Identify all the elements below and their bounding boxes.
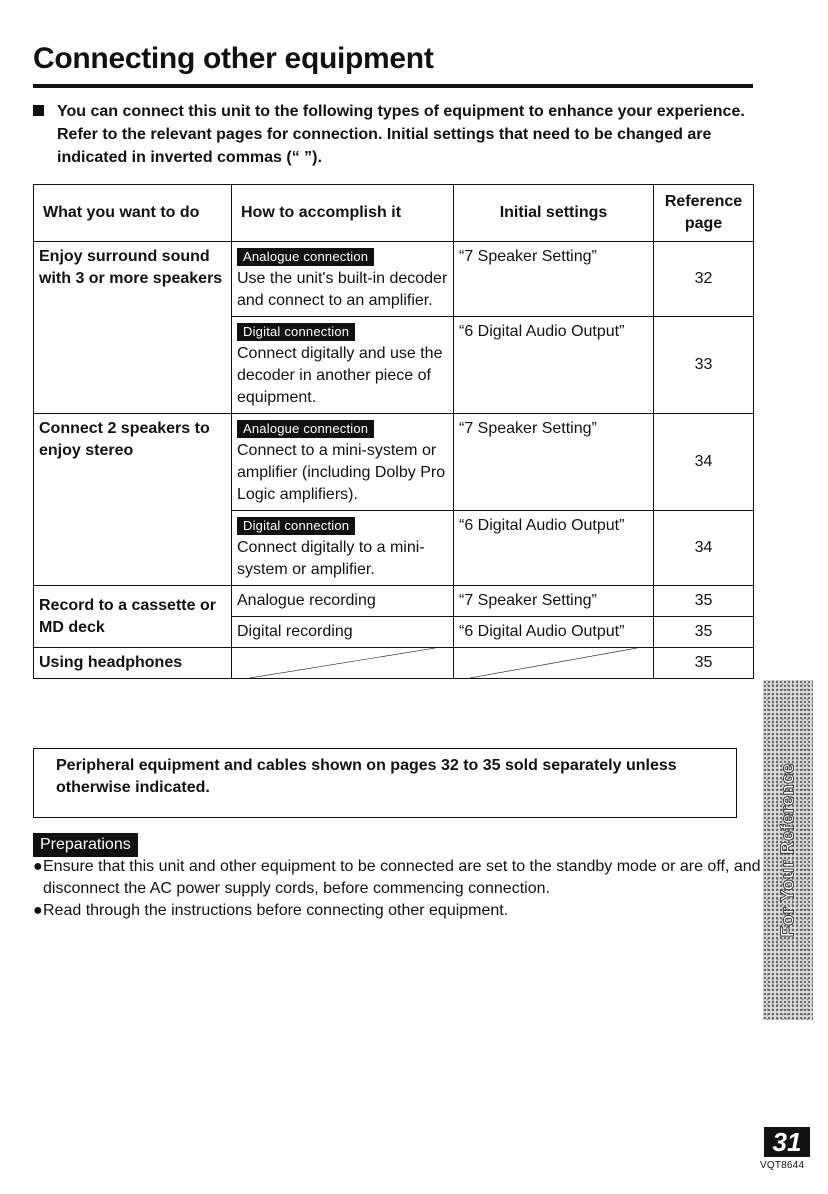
settings-cell: “7 Speaker Setting” [454, 414, 654, 511]
want-cell: Connect 2 speakers to enjoy stereo [34, 414, 232, 586]
how-cell [232, 511, 454, 586]
how-cell [232, 414, 454, 511]
preparations-label: Preparations [33, 833, 138, 857]
table-row [34, 414, 754, 511]
digital-connection-tag: Digital connection [237, 517, 355, 535]
want-cell: Using headphones [34, 648, 232, 679]
digital-connection-tag: Digital connection [237, 323, 355, 341]
ref-cell: 34 [654, 414, 754, 511]
want-cell: Record to a cassette or MD deck [34, 586, 232, 648]
how-text: Connect to a mini-system or amplifier (including Dolby Pro Logic amplifiers). [237, 442, 446, 503]
how-cell: Analogue recording [232, 586, 454, 617]
bullet-icon: ● [33, 858, 43, 875]
list-item: ●Ensure that this unit and other equipment to be connected are set to the standby mode or are off, and disconnect the AC power supply cords, before commencing connection. [33, 858, 761, 897]
intro-text: You can connect this unit to the following types of equipment to enhance your experience. Refer to the relevant pages for connection. Initial settings that need to be changed are indicated in inverted commas (“ ”). [57, 103, 745, 166]
table-row [34, 586, 754, 617]
ref-cell: 35 [654, 586, 754, 617]
page-title: Connecting other equipment [33, 42, 434, 75]
settings-cell: “6 Digital Audio Output” [454, 511, 654, 586]
connection-table [33, 184, 754, 679]
ref-cell: 33 [654, 317, 754, 414]
how-cell [232, 317, 454, 414]
settings-cell: “6 Digital Audio Output” [454, 317, 654, 414]
table-row [34, 648, 754, 679]
list-item: ●Read through the instructions before connecting other equipment. [33, 900, 768, 922]
diagonal-slash [232, 648, 453, 678]
header-how: How to accomplish it [232, 185, 454, 242]
settings-cell: “7 Speaker Setting” [454, 586, 654, 617]
side-section-tab [763, 680, 813, 1020]
header-want: What you want to do [34, 185, 232, 242]
analogue-connection-tag: Analogue connection [237, 420, 374, 438]
header-ref: Reference page [654, 185, 754, 242]
table-row [34, 242, 754, 317]
how-text: Use the unit's built-in decoder and connect to an amplifier. [237, 270, 448, 309]
ref-cell: 32 [654, 242, 754, 317]
title-rule [33, 84, 753, 88]
table-header-row [34, 185, 754, 242]
how-text: Connect digitally and use the decoder in another piece of equipment. [237, 345, 443, 406]
preparations-list [33, 856, 768, 922]
ref-cell: 35 [654, 648, 754, 679]
header-settings: Initial settings [454, 185, 654, 242]
ref-cell: 35 [654, 617, 754, 648]
analogue-connection-tag: Analogue connection [237, 248, 374, 266]
square-bullet-icon [33, 105, 44, 116]
settings-cell: “6 Digital Audio Output” [454, 617, 654, 648]
settings-cell: “7 Speaker Setting” [454, 242, 654, 317]
diagonal-slash [454, 648, 653, 678]
how-cell [232, 242, 454, 317]
intro-paragraph [33, 100, 758, 169]
side-tab-label: For Your Reference [777, 762, 798, 938]
empty-how-cell [232, 648, 454, 679]
document-code: VQT8644 [760, 1160, 805, 1171]
bullet-icon: ● [33, 902, 43, 919]
ref-cell: 34 [654, 511, 754, 586]
page-number: 31 [764, 1127, 810, 1157]
how-text: Connect digitally to a mini-system or amplifier. [237, 539, 425, 578]
note-box: Peripheral equipment and cables shown on pages 32 to 35 sold separately unless otherwise indicated. [33, 748, 737, 818]
want-cell: Enjoy surround sound with 3 or more speakers [34, 242, 232, 414]
empty-settings-cell [454, 648, 654, 679]
how-cell: Digital recording [232, 617, 454, 648]
